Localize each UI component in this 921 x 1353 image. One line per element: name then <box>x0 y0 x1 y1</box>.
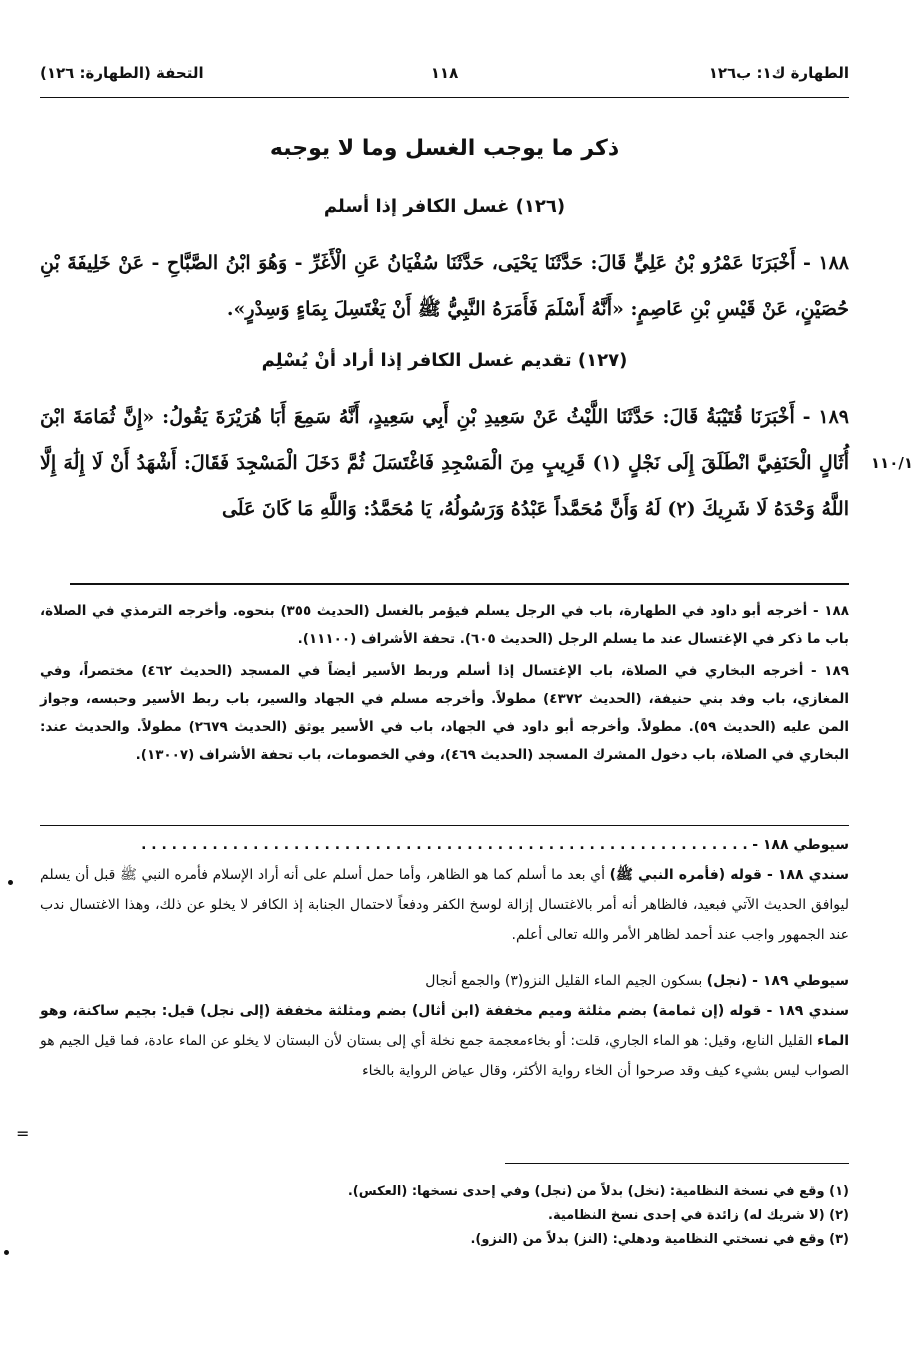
suyuti-189-label: سيوطي ١٨٩ - (نجل) <box>706 973 849 989</box>
page-number: ١١٨ <box>430 64 459 82</box>
suyuti-188-label: سيوطي ١٨٨ - <box>752 837 849 853</box>
scan-dot-mark <box>4 1250 9 1255</box>
page-title: ذكر ما يوجب الغسل وما لا يوجبه <box>269 136 620 161</box>
sindi-189-label: سندي ١٨٩ - قوله (إن ثمامة) بضم مثلثة وميم مخففة (ابن أثال) بضم ومثلثة مخففة (إلى نجل) قيل: بجيم ساكنة، وهو الماء <box>40 1003 849 1049</box>
sindi-188-label: سندي ١٨٨ - قوله (فأمره النبي ﷺ) <box>609 867 850 883</box>
margin-reference: ١١٠/١ <box>870 454 913 472</box>
section-heading-126: (١٢٦) غسل الكافر إذا أسلم <box>323 196 566 217</box>
scan-dot-mark <box>8 880 13 885</box>
header-tuhfa-ref: التحفة (الطهارة: ١٢٦) <box>40 64 204 82</box>
footnotes <box>40 1180 849 1252</box>
takhrij-189: ١٨٩ - أخرجه البخاري في الصلاة، باب الإغتسال إذا أسلم وربط الأسير أيضاً في المسجد (الحديث ٤٦٢) مختصراً، وفي المغازي، باب وفد بني حنيفة، (الحديث ٤٣٧٢) مطولاً. وأخرجه مسلم في الجهاد والسير، باب ربط الأسير وحبسه، وجواز المن عليه (الحديث ٥٩). مطولاً. وأخرجه أبو داود في الجهاد، باب في الأسير يوثق (الحديث ٢٦٧٩) مطولاً. والحديث عند: البخاري في الصلاة، باب دخول المشرك المسجد (الحديث ٤٦٩)، وفي الخصومات، باب تحفة الأشراف (١٣٠٠٧). <box>40 663 849 763</box>
sindi-188 <box>40 860 849 950</box>
suyuti-189-text: بسكون الجيم الماء القليل النزو(٣) والجمع أنجال <box>425 973 703 989</box>
takhrij-separator <box>70 583 849 585</box>
footnote-2: (٢) (لا شريك له) زائدة في إحدى نسخ النظامية. <box>548 1208 849 1223</box>
sindi-189-text: القليل النابع، وقيل: هو الماء الجاري، قلت: أو بخاءمعجمة جمع نخلة أي إلى بستان لأن البستان لا يخلو عن الماء عادة، فما قيل الجيم هو الصواب ليس بشيء كيف وقد صرحوا أن الخاء رواية الأكثر، وقال عياض الرواية بالخاء <box>40 1033 849 1079</box>
header-chapter-ref: الطهارة ك١: ب١٢٦ <box>708 64 849 82</box>
takhrij-section <box>40 597 849 773</box>
continuation-mark: = <box>16 1124 30 1143</box>
footnote-3: (٣) وقع في نسختي النظامية ودهلي: (النز) بدلاً من (النزو). <box>470 1232 849 1247</box>
commentary-separator <box>40 825 849 826</box>
hadith-189: ١٨٩ - أَخْبَرَنَا قُتَيْبَةُ قَالَ: حَدَّثَنَا اللَّيْثُ عَنْ سَعِيدِ بْنِ أَبِي سَعِيدٍ، أَنَّهُ سَمِعَ أَبَا هُرَيْرَةَ يَقُولُ: «إِنَّ ثُمَامَةَ ابْنَ أُثَالٍ الْحَنَفِيَّ انْطَلَقَ إِلَى نَجْلٍ (١) قَرِيبٍ مِنَ الْمَسْجِدِ فَاغْتَسَلَ ثُمَّ دَخَلَ الْمَسْجِدَ فَقَالَ: أَشْهَدُ أَنْ لَا إِلَٰهَ إِلَّا اللَّهُ وَحْدَهُ لَا شَرِيكَ (٢) لَهُ وَأَنَّ مُحَمَّداً عَبْدُهُ وَرَسُولُهُ، يَا مُحَمَّدُ: وَاللَّهِ مَا كَانَ عَلَى <box>40 406 849 520</box>
sindi-188-text: أي بعد ما أسلم كما هو الظاهر، وأما حمل أسلم على أنه أراد الإسلام فأمره النبي ﷺ قبل أن يسلم ليوافق الحديث الآتي فبعيد، فالظاهر أنه أمر بالاغتسال إزالة لوسخ الكفر ودفعاً لاحتمال الجنابة إذ الكافر لا يخلو عن ذلك، وهذا الاغتسال ندب عند الجمهور واجب عند أحمد لظاهر الأمر والله تعالى أعلم. <box>40 867 849 943</box>
sindi-189 <box>40 996 849 1086</box>
section-heading-127: (١٢٧) تقديم غسل الكافر إذا أراد أنْ يُسْلِم <box>261 350 628 371</box>
commentary-section <box>40 830 849 1086</box>
takhrij-188: ١٨٨ - أخرجه أبو داود في الطهارة، باب في الرجل يسلم فيؤمر بالغسل (الحديث ٣٥٥) بنحوه. وأخرجه الترمذي في الصلاة، باب ما ذكر في الإغتسال عند ما يسلم الرجل (الحديث ٦٠٥). تحفة الأشراف (١١١٠٠). <box>40 603 849 647</box>
page-header <box>40 64 849 88</box>
footnote-separator <box>505 1163 849 1164</box>
suyuti-189 <box>40 966 849 996</box>
header-rule <box>40 97 849 98</box>
dotted-leader: . . . . . . . . . . . . . . . . . . . . . . . . . . . . . . . . . . . . . . . . . . . . . . . . . . . . . . . . . . . . <box>141 837 748 853</box>
footnote-1: (١) وقع في نسخة النظامية: (نخل) بدلاً من (نجل) وفي إحدى نسخها: (العكس). <box>347 1184 849 1199</box>
hadith-188: ١٨٨ - أَخْبَرَنَا عَمْرُو بْنُ عَلِيٍّ قَالَ: حَدَّثَنَا يَحْيَى، حَدَّثَنَا سُفْيَانُ عَنِ الْأَغَرِّ - وَهُوَ ابْنُ الصَّبَّاحِ - عَنْ خَلِيفَةَ بْنِ حُصَيْنٍ، عَنْ قَيْسِ بْنِ عَاصِمٍ: «أَنَّهُ أَسْلَمَ فَأَمَرَهُ النَّبِيُّ ﷺ أَنْ يَغْتَسِلَ بِمَاءٍ وَسِدْرٍ». <box>40 252 849 320</box>
suyuti-188 <box>40 830 849 860</box>
